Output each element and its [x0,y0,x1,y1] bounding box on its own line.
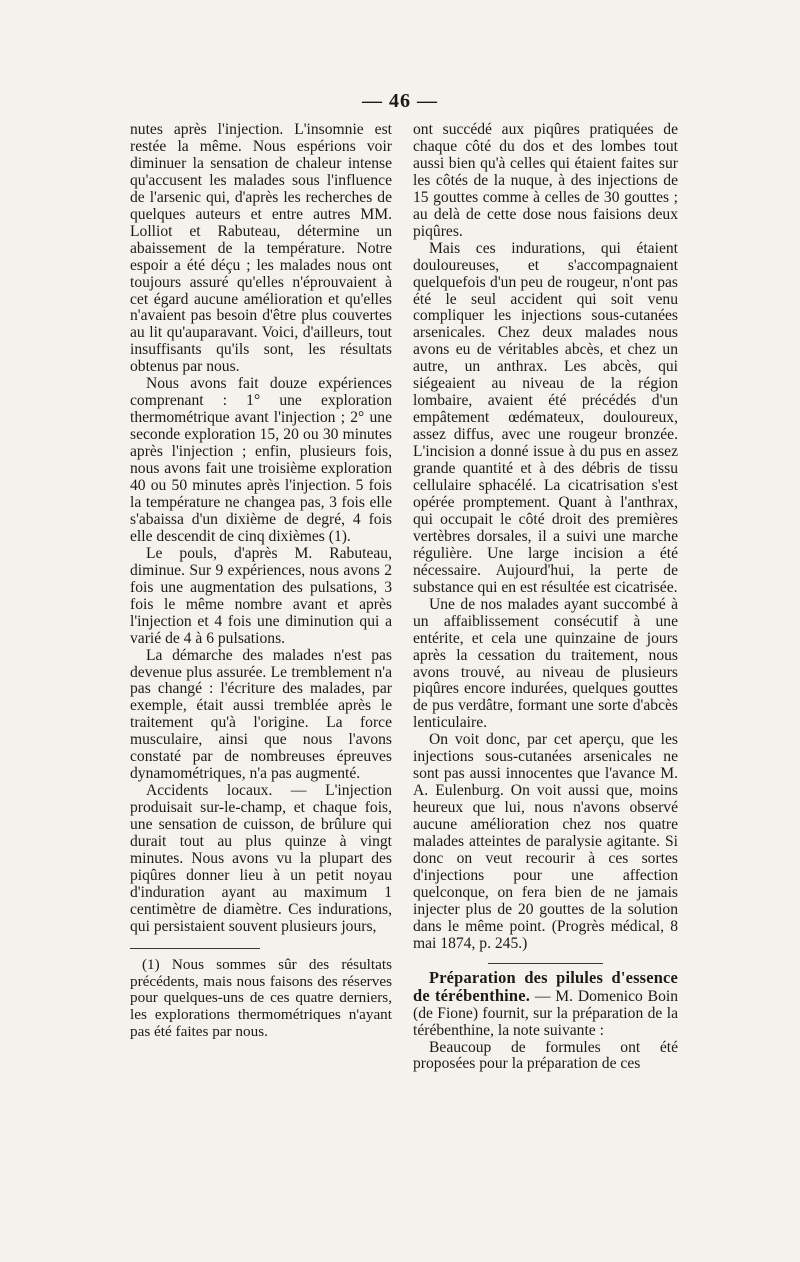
paragraph: La démarche des malades n'est pas devenue plus assurée. Le tremblement n'a pas changé : l'écriture des malades, par exemple, était aussi tremblée après le traitement qu'à l'origine. La force musculaire, ainsi que nous l'avons constaté par de nombreuses épreuves dynamométriques, n'a pas augmenté. [130,646,392,783]
right-column [413,122,678,1073]
section-heading-paragraph [413,967,678,1040]
paragraph: ont succédé aux piqûres pratiquées de chaque côté du dos et des lombes tout aussi bien qu'à celles qui étaient faites sur les côtés de la nuque, à des injections de 15 gouttes comme à celles de 30 gouttes ; au delà de cette dose nous faisions deux piqûres. [413,121,678,240]
left-column [130,122,392,1041]
paragraph: Mais ces indurations, qui étaient douloureuses, et s'accompagnaient quelquefois d'un peu de rougeur, n'ont pas été le seul accident qui soit venu compliquer les injections sous-cutanées arsenicales. Chez deux malades nous avons eu de véritables abcès, et chez un autre, un anthrax. Les abcès, qui siégeaient au niveau de la région lombaire, avaient été précédés d'un empâtement œdémateux, douloureux, assez diffus, avec une rougeur bronzée. L'incision a donné issue à du pus en assez grande quantité et à des débris de tissu cellulaire sphacélé. La cicatrisation s'est opérée promptement. Quant à l'anthrax, qui occupait le côté droit des premières vertèbres dorsales, il a suivi une marche régulière. Une large incision a été nécessaire. Aujourd'hui, la perte de substance qui en est résultée est cicatrisée. [413,239,678,596]
page-number: — 46 — [362,90,438,112]
paragraph: nutes après l'injection. L'insomnie est restée la même. Nous espérions voir diminuer la sensation de chaleur intense qu'accusent les malades sous l'influence de l'arsenic qui, d'après les recherches de quelques auteurs et entre autres MM. Lolliot et Rabuteau, détermine un abaissement de la température. Notre espoir a été déçu ; les malades nous ont toujours assuré qu'elles n'éprouvaient à cet égard aucune amélioration et qu'elles n'avaient pas besoin d'être plus couvertes au lit qu'auparavant. Voici, d'ailleurs, tout insuffisants qu'ils sont, les résultats obtenus par nous. [130,121,392,376]
paragraph: Une de nos malades ayant succombé à un affaiblissement consécutif à une entérite, et cela une quinzaine de jours après la cessation du traitement, nous avons trouvé, au niveau de plusieurs piqûres encore indurées, quelques gouttes de pus verdâtre, formant une sorte d'abcès lenticulaire. [413,595,678,732]
paragraph: Le pouls, d'après M. Rabuteau, diminue. Sur 9 expériences, nous avons 2 fois une augmentation des pulsations, 3 fois le même nombre avant et après l'injection et 4 fois une diminution qui a varié de 4 à 6 pulsations. [130,544,392,647]
section-intro: — M. Domenico Boin (de Fione) fournit, sur la préparation de la térébenthine, la note suivante : [413,987,678,1039]
footnote [130,957,392,1041]
paragraph: Beaucoup de formules ont été proposées pour la préparation de ces [413,1038,678,1073]
paragraph: Nous avons fait douze expériences comprenant : 1° une exploration thermométrique avant l'injection ; 2° une seconde exploration 15, 20 ou 30 minutes après l'injection ; enfin, plusieurs fois, nous avons fait une troisième exploration 40 ou 50 minutes après l'injection. 5 fois la température ne changea pas, 3 fois elle s'abaissa d'un dixième de degré, 4 fois elle descendit de cinq dixièmes (1). [130,375,392,545]
section-divider [488,963,603,964]
footnote-divider [130,948,260,949]
paragraph: Accidents locaux. — L'injection produisait sur-le-champ, et chaque fois, une sensation de cuisson, de brûlure qui durait tout au plus quinze à vingt minutes. Nous avons vu la plupart des piqûres donner lieu à un petit noyau d'induration ayant au maximum 1 centimètre de diamètre. Ces indurations, qui persistaient souvent plusieurs jours, [130,782,392,935]
section-title: Préparation des pilules d'essence de térébenthine. [413,967,678,1005]
footnote-text: (1) Nous sommes sûr des résultats précédents, mais nous faisons des réserves pour quelques-uns de ces quatre derniers, les explorations thermométriques n'ayant pas été faites par nous. [130,955,392,1040]
paragraph: On voit donc, par cet aperçu, que les injections sous-cutanées arsenicales ne sont pas aussi innocentes que l'avance M. A. Eulenburg. On voit aussi que, moins heureux que lui, nous n'avons observé aucune amélioration chez nos quatre malades atteintes de paralysie agitante. Si donc on veut recourir à ces sortes d'injections pour une affection quelconque, on fera bien de ne jamais injecter plus de 20 gouttes de la solution dans le même point. (Progrès médical, 8 mai 1874, p. 245.) [413,731,678,952]
